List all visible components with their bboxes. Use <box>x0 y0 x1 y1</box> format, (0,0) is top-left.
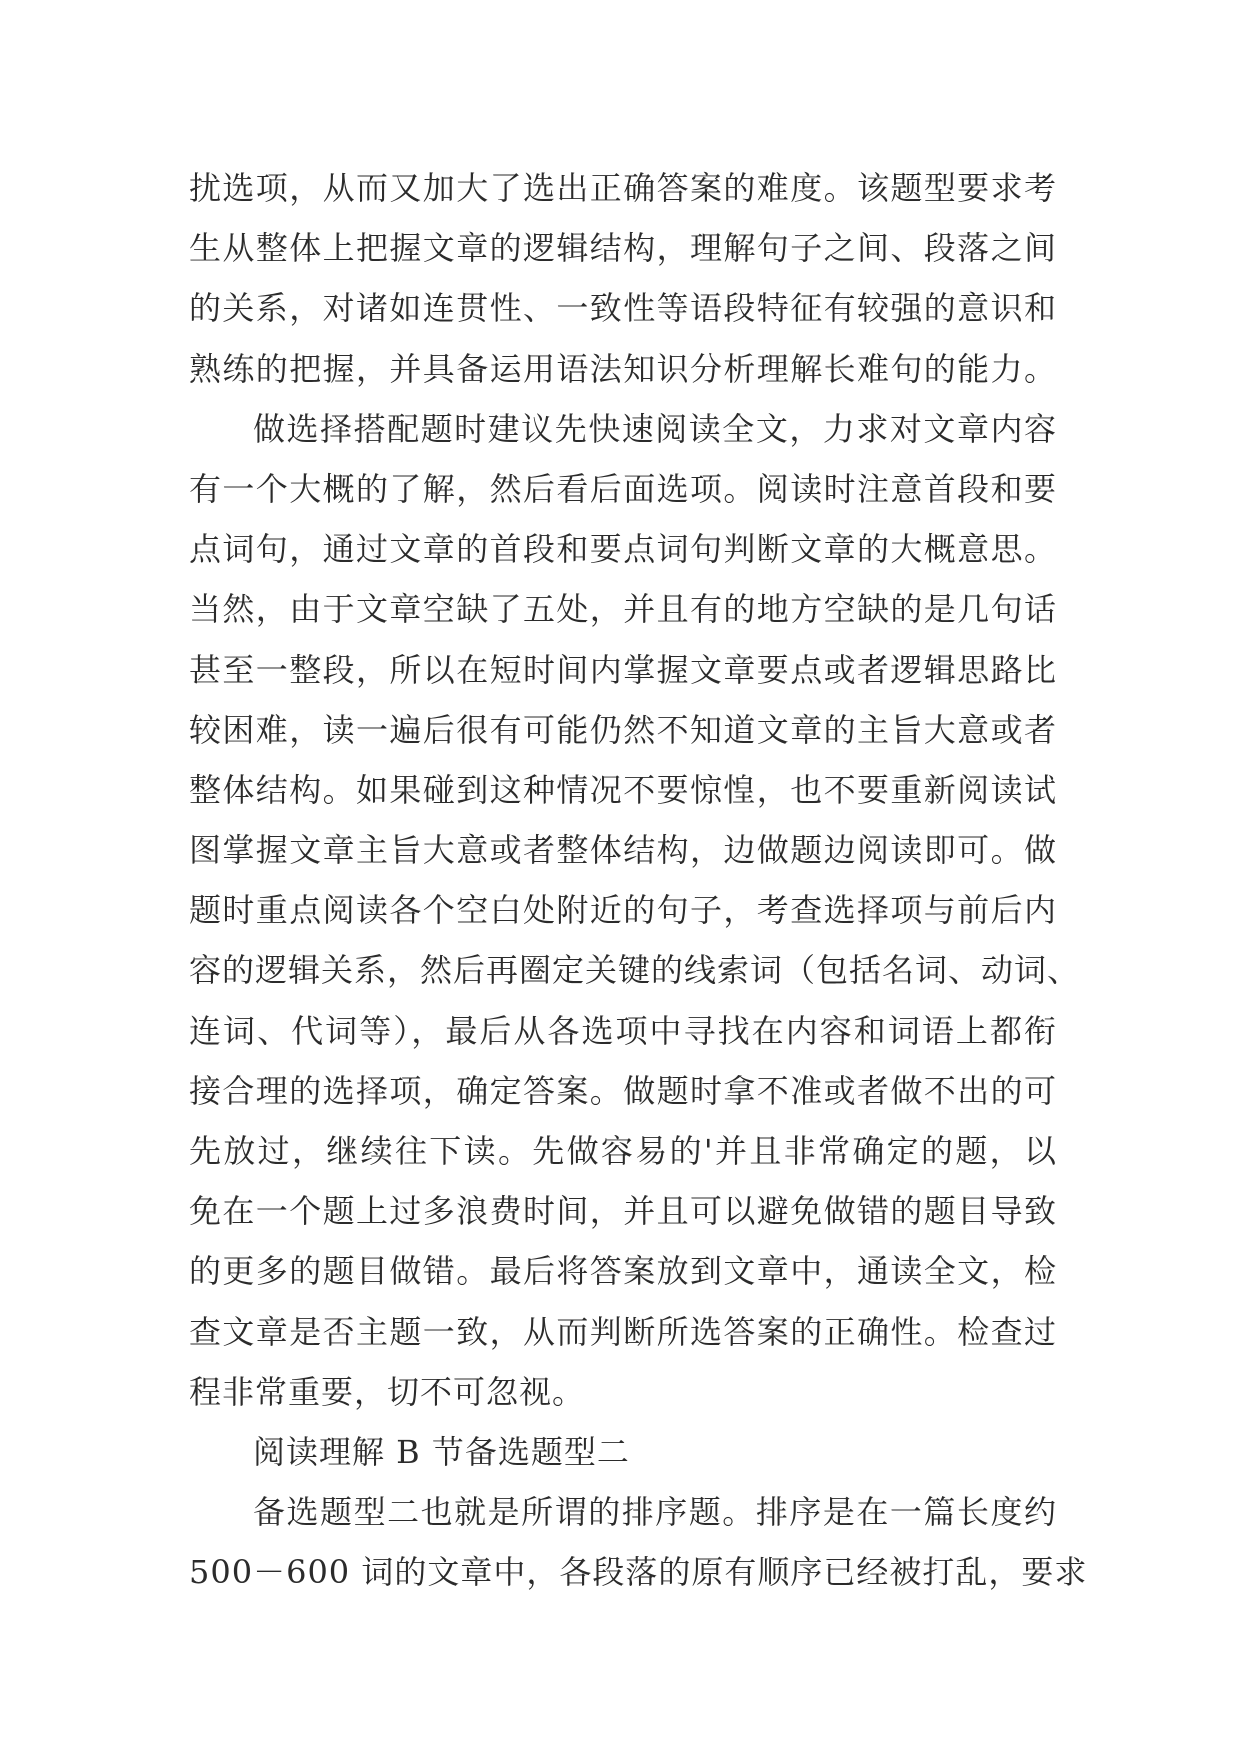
text-line: 查文章是否主题一致，从而判断所选答案的正确性。检查过 <box>189 1312 1057 1351</box>
text-line: 阅读理解 B 节备选题型二 <box>253 1432 630 1471</box>
text-line: 500－600 词的文章中，各段落的原有顺序已经被打乱，要求 <box>189 1553 1088 1592</box>
text-line: 扰选项，从而又加大了选出正确答案的难度。该题型要求考 <box>189 169 1057 207</box>
text-line: 备选题型二也就是所谓的排序题。排序是在一篇长度约 <box>253 1493 1057 1532</box>
text-line: 的更多的题目做错。最后将答案放到文章中，通读全文，检 <box>189 1252 1057 1291</box>
text-line: 免在一个题上过多浪费时间，并且可以避免做错的题目导致 <box>189 1192 1057 1231</box>
text-line: 先放过，继续往下读。先做容易的'并且非常确定的题，以 <box>189 1132 1057 1170</box>
text-line: 的关系，对诸如连贯性、一致性等语段特征有较强的意识和 <box>189 289 1057 328</box>
text-line: 有一个大概的了解，然后看后面选项。阅读时注意首段和要 <box>189 469 1057 508</box>
text-line: 熟练的把握，并具备运用语法知识分析理解长难句的能力。 <box>189 349 1057 388</box>
text-line: 生从整体上把握文章的逻辑结构，理解句子之间、段落之间 <box>189 229 1057 268</box>
text-line: 做选择搭配题时建议先快速阅读全文，力求对文章内容 <box>253 409 1057 448</box>
text-line: 点词句，通过文章的首段和要点词句判断文章的大概意思。 <box>189 530 1057 569</box>
text-line: 容的逻辑关系，然后再圈定关键的线索词（包括名词、动词、 <box>189 951 1081 990</box>
text-line: 连词、代词等），最后从各选项中寻找在内容和词语上都衔 <box>189 1011 1057 1050</box>
text-line: 接合理的选择项，确定答案。做题时拿不准或者做不出的可 <box>189 1071 1057 1110</box>
text-line: 整体结构。如果碰到这种情况不要惊惶，也不要重新阅读试 <box>189 770 1057 809</box>
text-line: 甚至一整段，所以在短时间内掌握文章要点或者逻辑思路比 <box>189 650 1057 689</box>
document-body <box>189 158 1088 1603</box>
text-line: 题时重点阅读各个空白处附近的句子，考查选择项与前后内 <box>189 891 1057 930</box>
text-line: 图掌握文章主旨大意或者整体结构，边做题边阅读即可。做 <box>189 831 1057 870</box>
text-line: 当然，由于文章空缺了五处，并且有的地方空缺的是几句话 <box>189 590 1057 629</box>
text-line: 程非常重要，切不可忽视。 <box>189 1372 586 1411</box>
text-line: 较困难，读一遍后很有可能仍然不知道文章的主旨大意或者 <box>189 710 1057 749</box>
